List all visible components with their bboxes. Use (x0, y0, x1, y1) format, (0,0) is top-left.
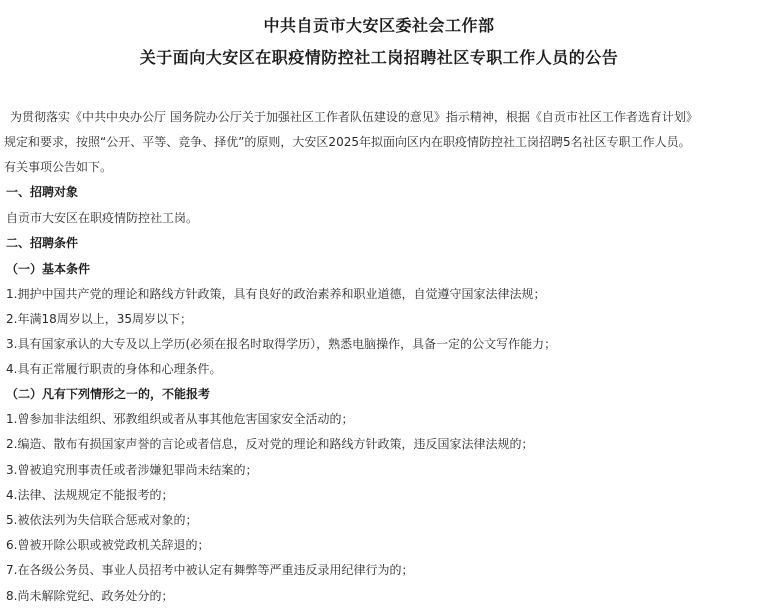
exclusion-item: 7.在各级公务员、事业人员招考中被认定有舞弊等严重违反录用纪律行为的； (6, 563, 414, 577)
exclusion-item: 2.编造、散布有损国家声誉的言论或者信息，反对党的理论和路线方针政策，违反国家法律法规的； (6, 437, 534, 451)
basic-condition-item: 4.具有正常履行职责的身体和心理条件。 (6, 362, 222, 376)
intro-paragraph-line-1: 为贯彻落实《中共中央办公厅 国务院办公厅关于加强社区工作者队伍建设的意见》指示精神，根据《自贡市社区工作者选育计划》 (10, 110, 698, 124)
section-heading-recruitment-target: 一、招聘对象 (6, 185, 79, 199)
exclusion-item: 6.曾被开除公职或被党政机关辞退的； (6, 538, 210, 552)
document-title-announcement: 关于面向大安区在职疫情防控社工岗招聘社区专职工作人员的公告 (139, 48, 619, 67)
basic-condition-item: 2.年满18周岁以上，35周岁以下； (6, 312, 192, 326)
basic-condition-item: 3.具有国家承认的大专及以上学历(必须在报名时取得学历），熟悉电脑操作，具备一定的公文写作能力； (6, 337, 557, 351)
exclusion-item: 3.曾被追究刑事责任或者涉嫌犯罪尚未结案的； (6, 463, 258, 477)
exclusion-item: 5.被依法列为失信联合惩戒对象的； (6, 513, 198, 527)
exclusion-item: 8.尚未解除党纪、政务处分的； (6, 589, 174, 603)
subsection-heading-basic-conditions: （一）基本条件 (6, 262, 91, 276)
intro-paragraph-line-2: 规定和要求，按照“公开、平等、竞争、择优”的原则，大安区2025年拟面向区内在职疫情防控社工岗招聘5名社区专职工作人员。 (4, 135, 691, 149)
exclusion-item: 1.曾参加非法组织、邪教组织或者从事其他危害国家安全活动的； (6, 412, 354, 426)
subsection-heading-exclusions: （二）凡有下列情形之一的，不能报考 (6, 387, 211, 401)
exclusion-item: 4.法律、法规规定不能报考的； (6, 488, 174, 502)
section-heading-recruitment-conditions: 二、招聘条件 (6, 236, 79, 250)
document-title-organization: 中共自贡市大安区委社会工作部 (263, 16, 495, 35)
intro-paragraph-line-3: 有关事项公告如下。 (4, 160, 113, 174)
basic-condition-item: 1.拥护中国共产党的理论和路线方针政策，具有良好的政治素养和职业道德，自觉遵守国家法律法规； (6, 287, 546, 301)
recruitment-target-text: 自贡市大安区在职疫情防控社工岗。 (6, 211, 199, 225)
